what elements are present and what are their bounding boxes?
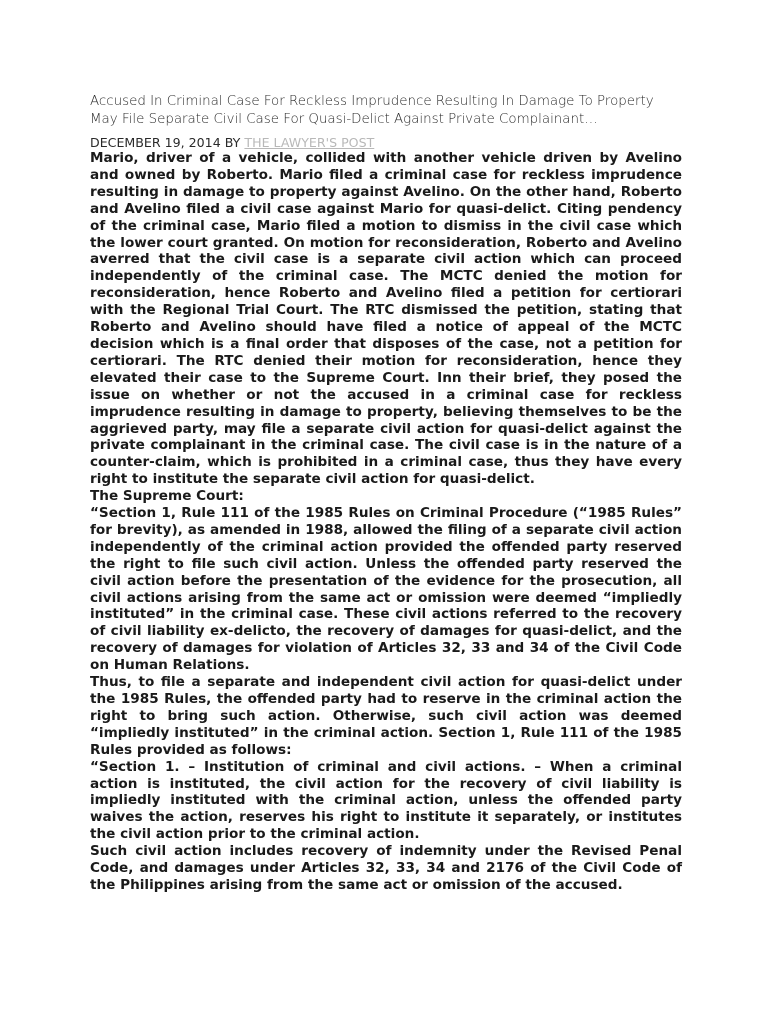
- paragraph: “Section 1, Rule 111 of the 1985 Rules on Criminal Procedure (“1985 Rules” for brevity), as amended in 1988, allowed the filing of a separate civil action independently of the criminal action provided the offended party reserved the right to file such civil action. Unless the offended party reserved the civil action before the presentation of the evidence for the prosecution, all civil actions arising from the same act or omission were deemed “impliedly instituted” in the criminal case. These civil actions referred to the recovery of civil liability ex-delicto, the recovery of damages for quasi-delict, and the recovery of damages for violation of Articles 32, 33 and 34 of the Civil Code on Human Relations.: [90, 505, 682, 674]
- paragraph: The Supreme Court:: [90, 488, 244, 505]
- byline: [90, 135, 682, 150]
- article-body: [90, 150, 682, 894]
- paragraph: Mario, driver of a vehicle, collided with another vehicle driven by Avelino and owned by Roberto. Mario filed a criminal case for reckless imprudence resulting in damage to property against Avelino. On the other hand, Roberto and Avelino filed a civil case against Mario for quasi-delict. Citing pendency of the criminal case, Mario filed a motion to dismiss in the civil case which the lower court granted. On motion for reconsideration, Roberto and Avelino averred that the civil case is a separate civil action which can proceed independently of the criminal case. The MCTC denied the motion for reconsideration, hence Roberto and Avelino filed a petition for certiorari with the Regional Trial Court. The RTC dismissed the petition, stating that Roberto and Avelino should have filed a notice of appeal of the MCTC decision which is a final order that disposes of the case, not a petition for certiorari. The RTC denied their motion for reconsideration, hence they elevated their case to the Supreme Court. Inn their brief, they posed the issue on whether or not the accused in a criminal case for reckless imprudence resulting in damage to property, believing themselves to be the aggrieved party, may file a separate civil action for quasi-delict against the private complainant in the criminal case. The civil case is in the nature of a counter-claim, which is prohibited in a criminal case, thus they have every right to institute the separate civil action for quasi-delict.: [90, 150, 682, 488]
- byline-by: BY: [224, 135, 241, 150]
- author-link[interactable]: THE LAWYER'S POST: [244, 135, 375, 150]
- post-date: DECEMBER 19, 2014: [90, 135, 221, 150]
- paragraph: “Section 1. – Institution of criminal and civil actions. – When a criminal action is instituted, the civil action for the recovery of civil liability is impliedly instituted with the criminal action, unless the offended party waives the action, reserves his right to institute it separately, or institutes the civil action prior to the criminal action.: [90, 758, 682, 843]
- article-title: Accused In Criminal Case For Reckless Imprudence Resulting In Damage To Property May File Separate Civil Case For Quasi-Delict Against Private Complainant…: [90, 94, 654, 127]
- paragraph: Such civil action includes recovery of indemnity under the Revised Penal Code, and damages under Articles 32, 33, 34 and 2176 of the Civil Code of the Philippines arising from the same act or omission of the accused.: [90, 843, 682, 893]
- paragraph: Thus, to file a separate and independent civil action for quasi-delict under the 1985 Rules, the offended party had to reserve in the criminal action the right to bring such action. Otherwise, such civil action was deemed “impliedly instituted” in the criminal action. Section 1, Rule 111 of the 1985 Rules provided as follows:: [90, 674, 682, 758]
